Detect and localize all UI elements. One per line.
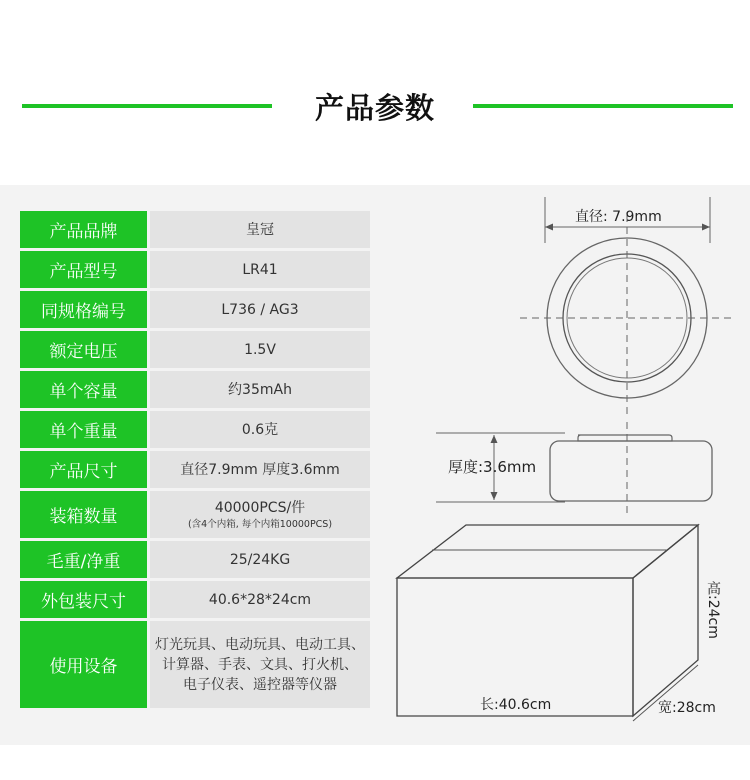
spec-row-gross-net-weight: [20, 541, 370, 578]
spec-value-text: 直径7.9mm 厚度3.6mm: [180, 461, 340, 478]
spec-row-size: [20, 451, 370, 488]
spec-table: [20, 211, 370, 711]
spec-value-text: 0.6克: [241, 421, 279, 438]
spec-value: [150, 411, 370, 448]
spec-value-text: 1.5V: [244, 341, 276, 358]
box-length-label: 长:40.6cm: [480, 697, 552, 713]
box-width-label: 宽:28cm: [658, 700, 716, 716]
battery-top-view: [520, 197, 735, 417]
spec-value-line: 计算器、手表、文具、打火机、: [162, 656, 358, 673]
spec-row-weight: [20, 411, 370, 448]
dimension-drawing: [380, 185, 750, 745]
title-rule-left: [22, 104, 272, 108]
spec-value: [150, 451, 370, 488]
spec-value: [150, 581, 370, 618]
spec-value-line: 灯光玩具、电动玩具、电动工具、: [155, 636, 365, 653]
diameter-label: 直径: 7.9mm: [575, 209, 662, 225]
spec-value-text: L736 / AG3: [221, 301, 299, 318]
spec-value: [150, 291, 370, 328]
spec-value-text: LR41: [242, 261, 278, 278]
spec-value-text: 40.6*28*24cm: [208, 591, 312, 608]
dimension-diagram: [380, 185, 750, 745]
spec-value-line: 电子仪表、遥控器等仪器: [183, 676, 337, 693]
title-rule-right: [473, 104, 733, 108]
spec-value-text: 约35mAh: [228, 381, 292, 398]
spec-value-text: 40000PCS/件: [214, 500, 306, 516]
spec-label: 外包装尺寸: [20, 581, 147, 618]
spec-label: 产品型号: [20, 251, 147, 288]
spec-label: 同规格编号: [20, 291, 147, 328]
spec-row-carton-size: [20, 581, 370, 618]
spec-row-voltage: [20, 331, 370, 368]
spec-row-packing: [20, 491, 370, 538]
spec-label: 单个重量: [20, 411, 147, 448]
carton-box: [397, 525, 698, 721]
spec-label: 单个容量: [20, 371, 147, 408]
spec-row-applications: [20, 621, 370, 708]
spec-value-text: 皇冠: [246, 221, 274, 238]
spec-value: [150, 211, 370, 248]
spec-label: 毛重/净重: [20, 541, 147, 578]
spec-value: [150, 251, 370, 288]
spec-value: [150, 371, 370, 408]
page-title: 产品参数: [314, 91, 435, 125]
spec-value-text: 25/24KG: [229, 551, 291, 568]
spec-value: [150, 621, 370, 708]
spec-row-brand: [20, 211, 370, 248]
spec-label: 额定电压: [20, 331, 147, 368]
spec-label: 产品品牌: [20, 211, 147, 248]
thickness-label: 厚度:3.6mm: [448, 458, 537, 476]
spec-row-capacity: [20, 371, 370, 408]
spec-value-note: (含4个内箱, 每个内箱10000PCS): [187, 519, 333, 530]
box-height-label: 高:24cm: [705, 581, 721, 639]
spec-row-equivalent: [20, 291, 370, 328]
spec-row-model: [20, 251, 370, 288]
spec-value: [150, 541, 370, 578]
spec-label: 产品尺寸: [20, 451, 147, 488]
spec-label: 使用设备: [20, 621, 147, 708]
spec-value: [150, 491, 370, 538]
spec-value: [150, 331, 370, 368]
spec-label: 装箱数量: [20, 491, 147, 538]
